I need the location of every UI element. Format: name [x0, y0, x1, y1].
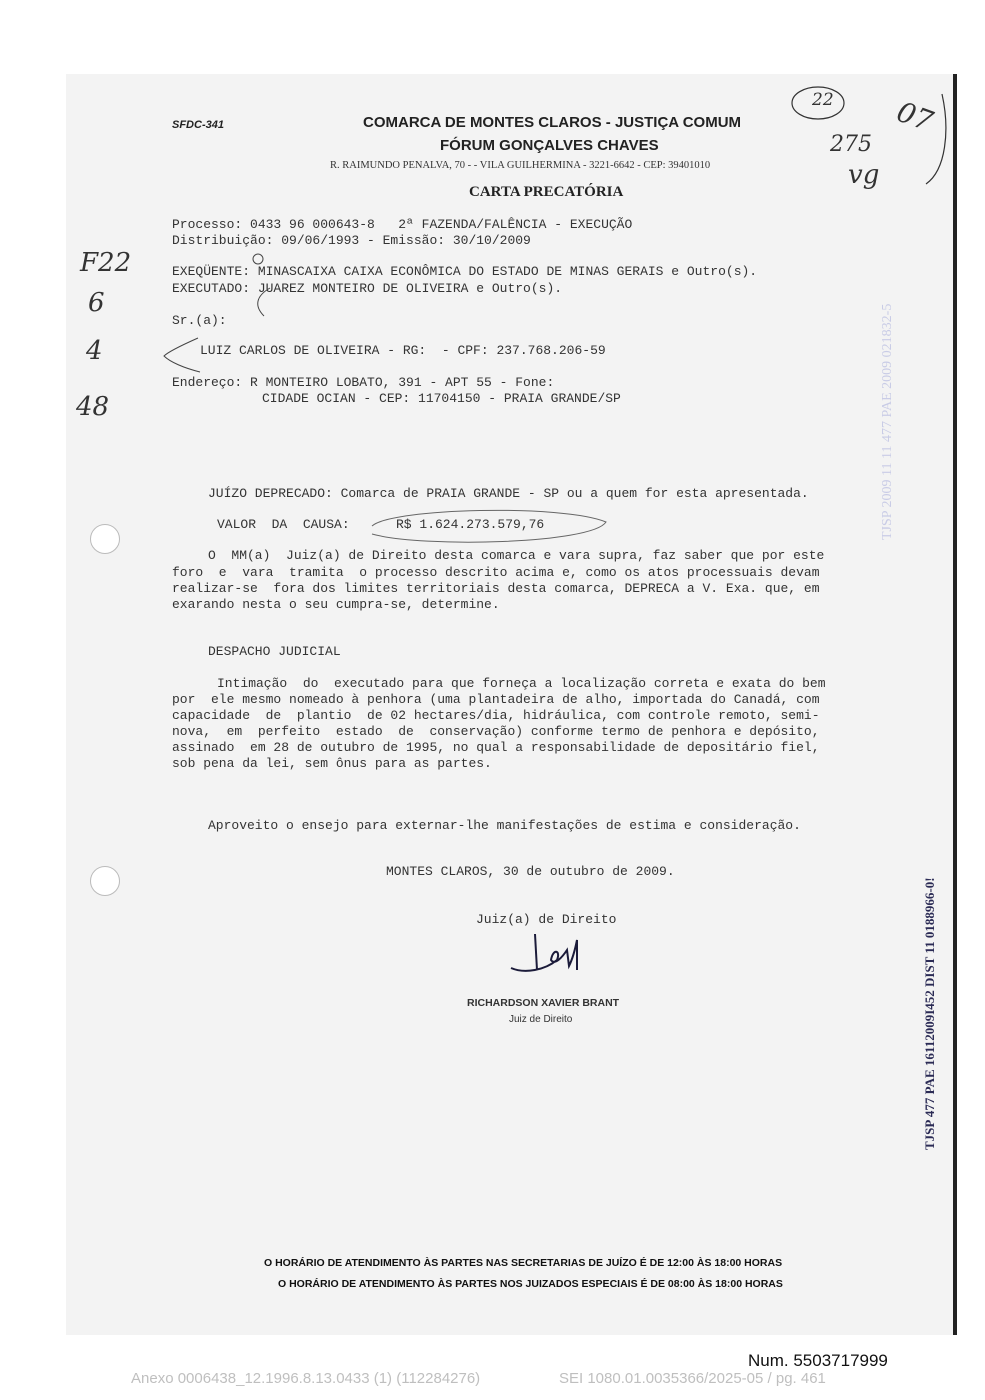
pen-strokes — [160, 252, 280, 392]
court-title: COMARCA DE MONTES CLAROS - JUSTIÇA COMUM — [363, 114, 742, 131]
valor-causa-value: R$ 1.624.273.579,76 — [396, 517, 545, 532]
margin-note-1: F22 — [80, 248, 132, 278]
despacho-line-2: por ele mesmo nomeado à penhora (uma plantadeira de alho, importada do Canadá, com — [172, 692, 820, 707]
page-edge-shadow — [953, 74, 957, 1335]
despacho-line-5: assinado em 28 de outubro de 1995, no qual a responsabilidade de depositário fiel, — [172, 740, 820, 755]
margin-note-3: 4 — [86, 336, 103, 366]
address-line-1: Endereço: R MONTEIRO LOBATO, 391 - APT 55 - Fone: — [172, 375, 555, 390]
handwritten-initials: vg — [848, 160, 880, 190]
protocol-stamp: TJSP 477 PAE 16112009I452 DIST 11 0188966-0! — [922, 877, 937, 1150]
despacho-line-1: Intimação do executado para que forneça a localização correta e exata do bem — [217, 676, 826, 691]
margin-note-4: 48 — [76, 392, 110, 422]
corner-arc-mark — [920, 90, 950, 190]
body-line-3: realizar-se fora dos limites territoriais desta comarca, DEPRECA a V. Exa. que, em — [172, 581, 820, 596]
sei-reference: SEI 1080.01.0035366/2025-05 / pg. 461 — [559, 1370, 826, 1387]
valor-circle-mark — [362, 504, 612, 548]
signer-name: RICHARDSON XAVIER BRANT — [467, 997, 620, 1009]
body-line-4: exarando nesta o seu cumpra-se, determine. — [172, 597, 500, 612]
margin-note-2: 6 — [88, 288, 105, 318]
despacho-line-3: capacidade de plantio de 02 hectares/dia, hidráulica, com controle remoto, semi- — [172, 708, 820, 723]
place-date: MONTES CLAROS, 30 de outubro de 2009. — [386, 864, 675, 879]
despacho-line-6: sob pena da lei, sem ônus para as partes. — [172, 756, 492, 771]
address-line-2: CIDADE OCIAN - CEP: 11704150 - PRAIA GRANDE/SP — [262, 391, 621, 406]
handwritten-page-number: 275 — [830, 132, 872, 157]
punch-hole-top — [90, 524, 120, 554]
closing-line: Aproveito o ensejo para externar-lhe manifestações de estima e consideração. — [208, 818, 801, 833]
recipient-line: LUIZ CARLOS DE OLIVEIRA - RG: - CPF: 237.768.206-59 — [200, 343, 606, 358]
footer-notice-2: O HORÁRIO DE ATENDIMENTO ÀS PARTES NOS JUIZADOS ESPECIAIS É DE 08:00 ÀS 18:00 HORAS — [278, 1278, 783, 1290]
annex-reference: Anexo 0006438_12.1996.8.13.0433 (1) (112284276) — [131, 1370, 481, 1387]
executado-line: EXECUTADO: JUAREZ MONTEIRO DE OLIVEIRA e Outro(s). — [172, 281, 563, 296]
corner-page-mark: 07 — [892, 94, 938, 139]
punch-hole-bottom — [90, 866, 120, 896]
signer-title: Juiz de Direito — [509, 1014, 573, 1025]
faint-protocol-stamp: TJSP 2009 11 11 477 PAE 2009 021832-5 — [880, 303, 895, 540]
footer-notice-1: O HORÁRIO DE ATENDIMENTO ÀS PARTES NAS SECRETARIAS DE JUÍZO É DE 12:00 ÀS 18:00 HORAS — [264, 1257, 783, 1269]
document-number: Num. 5503717999 — [748, 1351, 888, 1370]
circled-page-number: 22 — [812, 90, 834, 110]
despacho-title: DESPACHO JUDICIAL — [208, 644, 341, 659]
juizo-deprecado: JUÍZO DEPRECADO: Comarca de PRAIA GRANDE - SP ou a quem for esta apresentada. — [208, 486, 809, 501]
exequente-line: EXEQÜENTE: MINASCAIXA CAIXA ECONÔMICA DO ESTADO DE MINAS GERAIS e Outro(s). — [172, 264, 758, 279]
body-line-1: O MM(a) Juiz(a) de Direito desta comarca e vara supra, faz saber que por este — [208, 548, 825, 563]
process-number: Processo: 0433 96 000643-8 2ª FAZENDA/FALÊNCIA - EXECUÇÃO — [172, 217, 633, 232]
despacho-line-4: nova, em perfeito estado de conservação) conforme termo de penhora e depósito, — [172, 724, 820, 739]
signer-role: Juiz(a) de Direito — [476, 912, 617, 927]
document-title: CARTA PRECATÓRIA — [469, 184, 624, 200]
signature-scribble — [505, 930, 585, 985]
salutation: Sr.(a): — [172, 313, 227, 328]
forum-name: FÓRUM GONÇALVES CHAVES — [440, 137, 659, 154]
body-line-2: foro e vara tramita o processo descrito acima e, como os atos processuais devam — [172, 565, 820, 580]
valor-causa-label: VALOR DA CAUSA: — [217, 517, 350, 532]
court-address: R. RAIMUNDO PENALVA, 70 - - VILA GUILHERMINA - 3221-6642 - CEP: 39401010 — [330, 160, 711, 171]
distribution-date: Distribuição: 09/06/1993 - Emissão: 30/10/2009 — [172, 233, 531, 248]
form-code: SFDC-341 — [172, 119, 224, 131]
